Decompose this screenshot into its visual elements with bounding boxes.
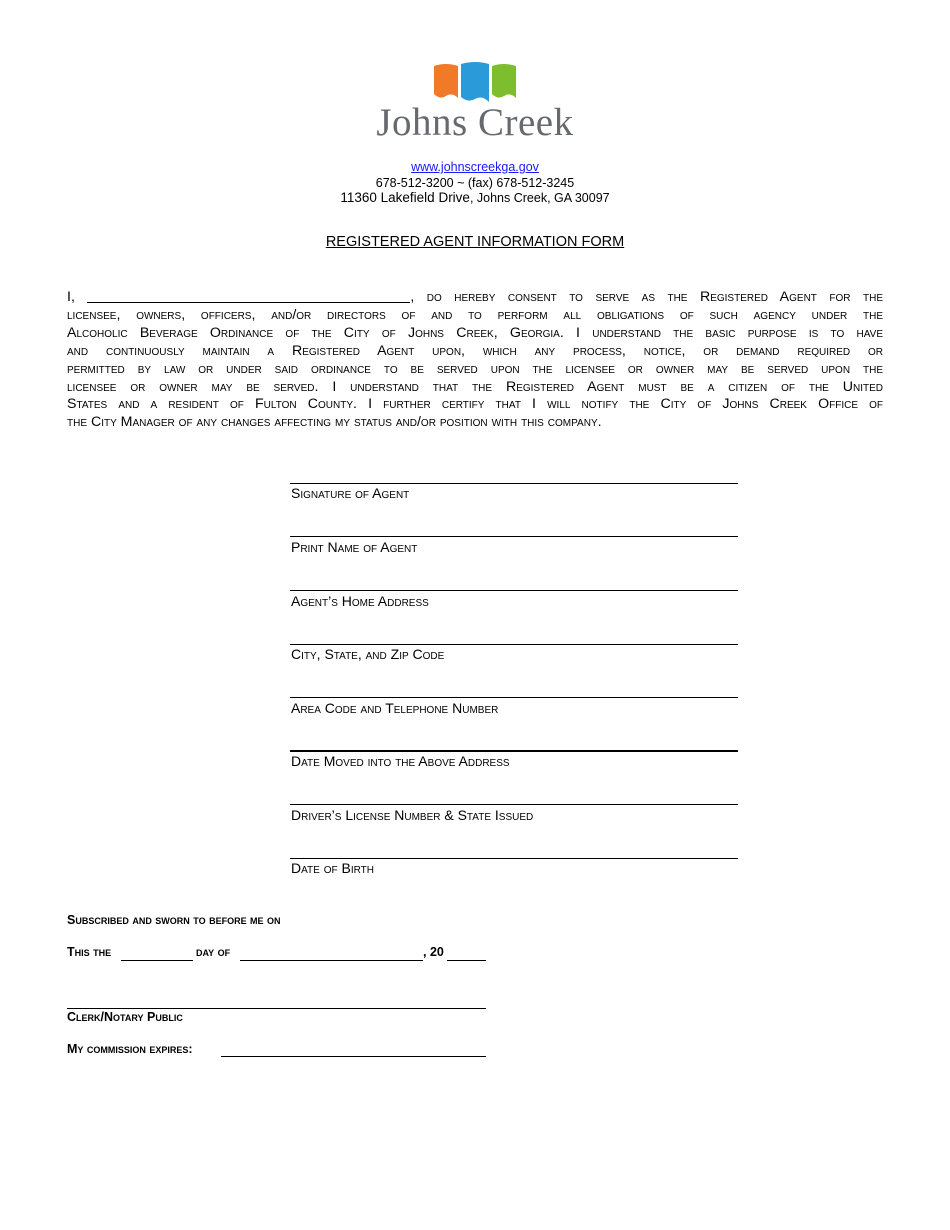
signature-label: Signature of Agent (291, 485, 410, 501)
home-address-label: Agent’s Home Address (291, 593, 429, 609)
logo-banners-icon (344, 56, 606, 106)
telephone-label: Area Code and Telephone Number (291, 700, 499, 716)
consent-line-2: licensee, owners, officers, and/or directors of and to perform all obligations of such agency under the (67, 307, 883, 323)
logo-wordmark: Johns Creek (376, 101, 574, 144)
address-city: , Johns Creek, GA 30097 (469, 191, 610, 205)
consent-line-4: and continuously maintain a Registered Agent upon, which any process, notice, or demand required or (67, 343, 883, 359)
print-name-line[interactable] (290, 536, 738, 537)
city-state-zip-label: City, State, and Zip Code (291, 646, 445, 662)
consent-line-8: the City Manager of any changes affecting my status and/or position with this company. (67, 414, 602, 430)
phone-fax-line: 678-512-3200 ~ (fax) 678-512-3245 (375, 176, 575, 190)
drivers-license-label: Driver’s License Number & State Issued (291, 807, 534, 823)
day-of-label: day of (196, 945, 231, 959)
signature-line[interactable] (290, 483, 738, 484)
year-prefix: , 20 (423, 945, 444, 959)
date-moved-line[interactable] (290, 750, 738, 752)
date-moved-label: Date Moved into the Above Address (291, 753, 510, 769)
date-of-birth-label: Date of Birth (291, 860, 374, 876)
address-line (0, 190, 950, 205)
this-the-label: This the (67, 945, 112, 959)
consent-line-6: licensee or owner may be served. I understand that the Registered Agent must be a citizen of the United (67, 379, 883, 395)
address-street: 11360 Lakefield Drive (340, 190, 470, 205)
consent-lead: I, (67, 289, 75, 305)
home-address-line[interactable] (290, 590, 738, 591)
consent-line-1-text: , do hereby consent to serve as the Registered Agent for the (410, 289, 883, 305)
consent-line-3: Alcoholic Beverage Ordinance of the City of Johns Creek, Georgia. I understand the basic purpose is to have (67, 325, 883, 341)
website (0, 160, 950, 174)
commission-label: My commission expires: (67, 1042, 193, 1056)
print-name-label: Print Name of Agent (291, 539, 418, 555)
date-of-birth-line[interactable] (290, 858, 738, 859)
consent-line-1 (67, 288, 883, 306)
website-link[interactable]: www.johnscreekga.gov (411, 160, 539, 174)
telephone-line[interactable] (290, 697, 738, 698)
form-title: REGISTERED AGENT INFORMATION FORM (325, 234, 625, 250)
drivers-license-line[interactable] (290, 804, 738, 805)
agent-name-blank[interactable] (87, 288, 410, 303)
commission-expires-blank[interactable] (221, 1056, 486, 1057)
year-blank[interactable] (447, 960, 486, 961)
day-blank[interactable] (121, 960, 193, 961)
consent-line-7: States and a resident of Fulton County. I further certify that I will notify the City of Johns Creek Office of (67, 396, 883, 412)
city-state-zip-line[interactable] (290, 644, 738, 645)
johns-creek-logo (344, 56, 606, 150)
month-blank[interactable] (240, 960, 423, 961)
clerk-label: Clerk/Notary Public (67, 1010, 183, 1024)
subscribed-text: Subscribed and sworn to before me on (67, 913, 281, 927)
consent-line-5: permitted by law or under said ordinance to be served upon the licensee or owner may be served upon the (67, 361, 883, 377)
clerk-signature-line[interactable] (67, 1008, 486, 1009)
